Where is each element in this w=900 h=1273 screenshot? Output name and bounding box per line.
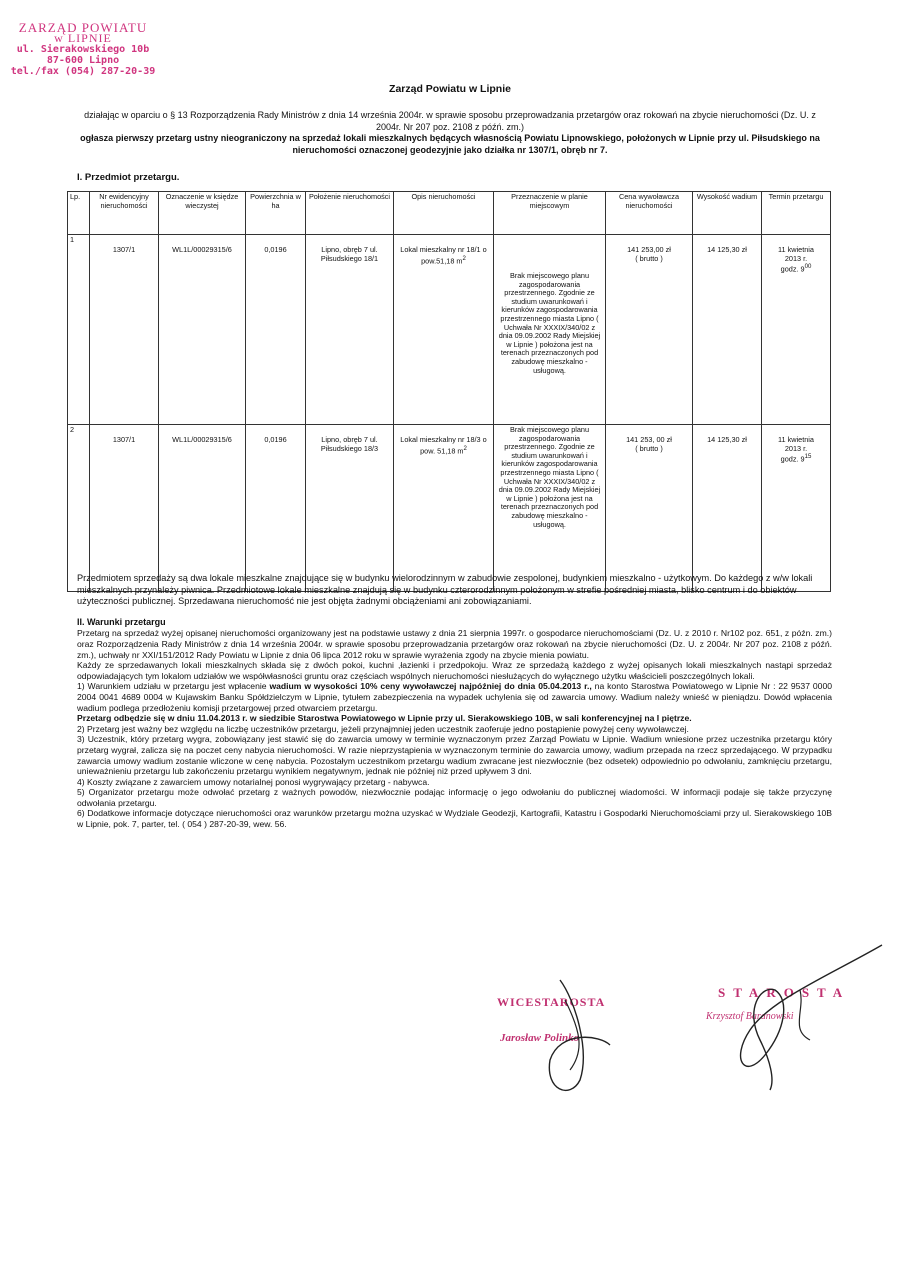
signature-left-stroke <box>549 980 610 1090</box>
header-cell: Położenie nieruchomości <box>306 192 394 235</box>
deposit-details: na konto Starostwa Powiatowego w Lipnie Nr : 22 9537 0000 2004 0041 4689 0004 w Kujawskim Banku Spółdzielczym w Lipnie, tytułem zabezpieczenia na wypadek uchylenia się od zawarcia umowy. Wadium należy wnieść w pieniądzu. Dowód wpłacenia wadium podlega przedłożeniu komisji przetargowej przed otwarciem przetargu. <box>77 681 833 713</box>
signature-right-stroke-2 <box>799 990 810 1040</box>
termin-time: godz. 9 <box>780 264 805 274</box>
section-2-heading: II. Warunki przetargu <box>77 616 166 627</box>
deposit-amount-deadline: wadium w wysokości 10% ceny wywoławczej najpóźniej do dnia 05.04.2013 r., <box>269 681 592 692</box>
section-1-heading: I. Przedmiot przetargu. <box>77 172 180 183</box>
cell-kw-text: WL1L/00029315/6 <box>172 435 232 444</box>
signature-left-stroke-2 <box>565 1000 579 1070</box>
opis-sup: 2 <box>462 254 466 262</box>
termin-sup: 00 <box>804 263 812 271</box>
cell-polozenie-text: Lipno, obręb 7 ul. Piłsudskiego 18/3 <box>320 435 379 453</box>
cell-kw-text: WL1L/00029315/6 <box>172 245 232 254</box>
stamp-line-5: tel./fax (054) 287-20-39 <box>10 66 156 77</box>
premises-paragraph: Każdy ze sprzedawanych lokali mieszkalnych składa się z dwóch pokoi, kuchni ,łazienki i przedpokoju. Wraz ze sprzedażą każdego z wyżej opisanych lokali mieszkalnych nastąpi sprzedaż odpowiadających tym lokalom udziałów we współwłasności gruntu oraz częściach wspólnych nieruchomości niesłużących do wyłącznego użytku właścicieli poszczególnych lokali. <box>77 660 832 681</box>
header-cell: Powierzchnia w ha <box>246 192 306 235</box>
header-cell: Opis nieruchomości <box>394 192 494 235</box>
cell-nr-text: 1307/1 <box>112 245 136 254</box>
header-cell: Termin przetargu <box>762 192 831 235</box>
stamp-line-3: ul. Sierakowskiego 10b <box>16 44 150 55</box>
cell-termin-date: 11 kwietnia 2013 r. <box>778 245 814 263</box>
costs-paragraph: 4) Koszty związane z zawarciem umowy notarialnej ponosi wygrywający przetarg - nabywca. <box>77 776 430 787</box>
winner-paragraph: 3) Uczestnik, który przetarg wygra, zobowiązany jest stawić się do zawarcia umowy w terminie wyznaczonym przez Zarząd Powiatu w Lipnie. Wadium wniesione przez uczestnika przetargu który przetarg wygrał, zalicza się na poczet ceny nabycia nieruchomości. W razie nieprzystąpienia w wyznaczonym terminie do zawarcia umowy, wadium przepada na rzecz sprzedającego. W przypadku zawarcia umowy wadium zostanie wliczone w cenę nabycia. Pozostałym uczestnikom przetargu wadium zwracane jest niezwłocznie (bez odsetek) odpowiednio po odwołaniu, zamknięciu przetargu, unieważnieniu przetargu lub zakończeniu przetargu wynikiem negatywnym, jednak nie później niż przed upływem 3 dni. <box>77 734 832 777</box>
legal-basis-paragraph: Przetarg na sprzedaż wyżej opisanej nieruchomości organizowany jest na podstawie ustawy z dnia 21 sierpnia 1997r. o gospodarce nieruchomościami (Dz. U. z 2010 r. Nr102 poz. 651, z późn. zm.) oraz Rozporządzenia Rady Ministrów z dnia 14 września 2004r. w sprawie sposobu przeprowadzania przetargów oraz rokowań na zbycie nieruchomości (Dz. U. z 2004r. Nr 207 poz. 2108 z późń. zm.), uchwały nr XXI/151/2012 Rady Powiatu w Lipnie z dnia 06 lipca 2012 roku w sprawie wyrażenia zgody na zbycie mienia powiatu. <box>77 628 832 660</box>
header-cell: Lp. <box>68 192 90 235</box>
cell-polozenie-text: Lipno, obręb 7 ul. Piłsudskiego 18/1 <box>320 245 379 263</box>
cell-cena-brutto: ( brutto ) <box>635 253 663 263</box>
cancellation-paragraph: 5) Organizator przetargu może odwołać przetarg z ważnych powodów, niezwłocznie podając informację o jego odwołaniu do publicznej wiadomości. W informacji podaje się także przyczynę odwołania przetargu. <box>77 787 832 808</box>
header-cell: Cena wywoławcza nieruchomości <box>606 192 693 235</box>
intro-announcement: ogłasza pierwszy przetarg ustny nieograniczony na sprzedaż lokali mieszkalnych będących własnością Powiatu Lipnowskiego, położonych w Lipnie przy ul. Piłsudskiego na nieruchomości oznaczonej geodezyjnie jako działka nr 1307/1, obręb nr 7. <box>80 133 820 155</box>
vice-starosta-title: WICESTAROSTA <box>497 995 606 1009</box>
stamp-line-2: w LIPNIE <box>54 31 112 45</box>
starosta-name: Krzysztof Baranowski <box>706 1011 794 1022</box>
cell-lp: 1 <box>68 235 90 425</box>
termin-sup: 15 <box>804 453 812 461</box>
header-cell: Wysokość wadium <box>693 192 762 235</box>
stamp-line-1: ZARZĄD POWIATU <box>18 20 148 35</box>
cell-przeznaczenie-text: Brak miejscowego planu zagospodarowania przestrzennego. Zgodnie ze studium uwarunkowań i kierunków zagospodarowania przestrzennego miasta Lipno ( Uchwała Nr XXXIX/340/02 z dnia 09.09.2002 Rady Miejskiej w Lipnie ) położona jest na terenach przeznaczonych pod zabudowę mieszkalno - usługową. <box>498 271 601 375</box>
header-cell: Przeznaczenie w planie miejscowym <box>494 192 606 235</box>
auction-date-paragraph: Przetarg odbędzie się w dniu 11.04.2013 r. w siedzibie Starostwa Powiatowego w Lipnie przy ul. Sierakowskiego 10B, w sali konferencyjnej na I piętrze. <box>77 713 692 724</box>
intro-text: działając w oparciu o § 13 Rozporządzenia Rady Ministrów z dnia 14 września 2004r. w sprawie sposobu przeprowadzania przetargów oraz rokowań na zbycie nieruchomości (Dz. U. z 2004r. Nr 207 poz. 2108 z późń. zm.) <box>84 110 816 132</box>
termin-time: godz. 9 <box>780 454 805 464</box>
cell-pow-text: 0,0196 <box>264 435 287 444</box>
opis-sup: 2 <box>463 444 467 452</box>
cell-wadium-text: 14 125,30 zł <box>707 435 747 444</box>
opis-text: Lokal mieszkalny nr 18/3 o pow. 51,18 m <box>400 435 487 456</box>
cell-cena-text: 141 253, 00 zł <box>626 435 672 444</box>
validity-paragraph: 2) Przetarg jest ważny bez względu na liczbę uczestników przetargu, jeżeli przynajmniej jeden uczestnik zaoferuje jedno postąpienie powyżej ceny wywoławczej. <box>77 723 689 734</box>
subject-paragraph: Przedmiotem sprzedaży są dwa lokale mieszkalne znajdujące się w budynku wielorodzinnym w zabudowie zespolonej, budynkiem mieszkalno - użytkowym. Do każdego z w/w lokali mieszkalnych przynależy piwnica. Przedmiotowe lokale mieszkalne znajdują się w budynku czterorodzinnym położonym w strefie pośredniej miasta, blisko centrum i do obiektów użyteczności publicznej. Sprzedawana nieruchomość nie jest objęta żadnymi obciążeniami ani zobowiązaniami. <box>77 573 813 607</box>
starosta-title: STAROSTA <box>718 985 851 1000</box>
header-cell: Oznaczenie w księdze wieczystej <box>159 192 246 235</box>
cell-nr-text: 1307/1 <box>112 435 136 444</box>
opis-text: Lokal mieszkalny nr 18/1 o pow.51,18 m <box>400 245 487 266</box>
stamp-line-4: 87-600 Lipno <box>46 55 120 66</box>
deposit-intro: 1) Warunkiem udziału w przetargu jest wpłacenie <box>77 681 270 692</box>
cell-termin-date: 11 kwietnia 2013 r. <box>778 435 814 453</box>
cell-lp: 2 <box>68 425 90 592</box>
cell-wadium-text: 14 125,30 zł <box>707 245 747 254</box>
cell-cena-text: 141 253,00 zł <box>627 245 671 254</box>
contact-paragraph: 6) Dodatkowe informacje dotyczące nieruchomości oraz warunków przetargu można uzyskać w Wydziale Geodezji, Kartografii, Katastru i Gospodarki Nieruchomościami przy ul. Sierakowskiego 10B w Lipnie, pok. 7, parter, tel. ( 054 ) 287-20-39, wew. 56. <box>77 808 832 830</box>
cell-cena-brutto: ( brutto ) <box>635 443 663 453</box>
document-title: Zarząd Powiatu w Lipnie <box>389 83 511 95</box>
vice-starosta-name: Jarosław Polinko <box>500 1032 580 1044</box>
header-cell: Nr ewidencyjny nieruchomości <box>90 192 159 235</box>
signature-right-stroke <box>741 945 882 1090</box>
cell-pow-text: 0,0196 <box>264 245 287 254</box>
cell-przeznaczenie-text: Brak miejscowego planu zagospodarowania przestrzennego. Zgodnie ze studium uwarunkowań i kierunków zagospodarowania przestrzennego miasta Lipno ( Uchwała Nr XXXIX/340/02 z dnia 09.09.2002 Rady Miejskiej w Lipnie ) położona jest na terenach przeznaczonych pod zabudowę mieszkalno - usługową. <box>498 425 601 529</box>
